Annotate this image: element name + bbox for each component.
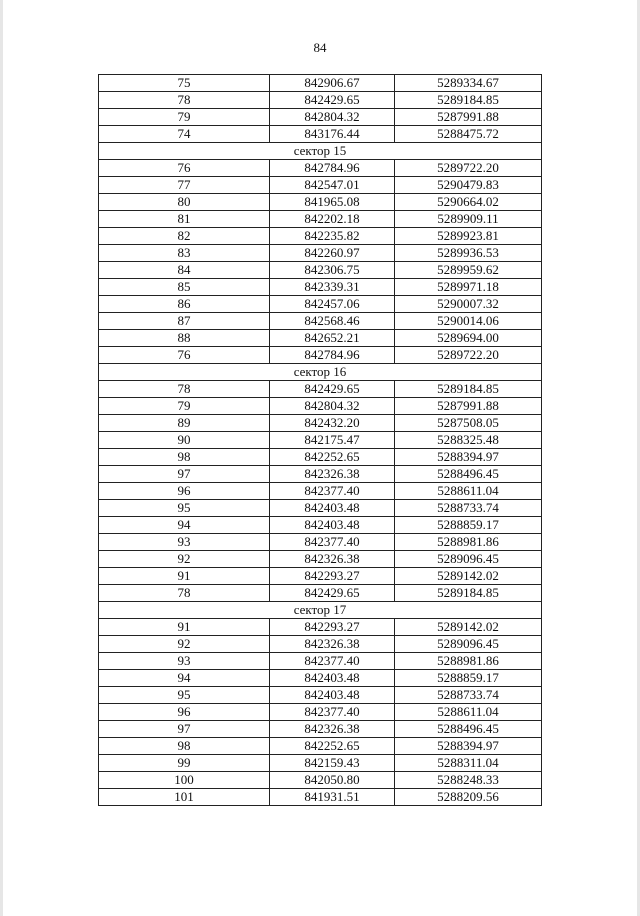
x-coordinate-cell: 842377.40 xyxy=(270,653,395,670)
y-coordinate-cell: 5290664.02 xyxy=(395,194,542,211)
x-coordinate-cell: 842235.82 xyxy=(270,228,395,245)
y-coordinate-cell: 5289096.45 xyxy=(395,636,542,653)
y-coordinate-cell: 5290014.06 xyxy=(395,313,542,330)
page-number: 84 xyxy=(313,40,327,55)
sector-header-row xyxy=(99,143,542,160)
point-number-cell: 93 xyxy=(99,534,270,551)
y-coordinate-cell: 5288733.74 xyxy=(395,500,542,517)
x-coordinate-cell: 842906.67 xyxy=(270,75,395,92)
table-row xyxy=(99,211,542,228)
y-coordinate-cell: 5287991.88 xyxy=(395,109,542,126)
table-row xyxy=(99,398,542,415)
y-coordinate-cell: 5289722.20 xyxy=(395,160,542,177)
table-row xyxy=(99,381,542,398)
table-row xyxy=(99,755,542,772)
x-coordinate-cell: 842293.27 xyxy=(270,619,395,636)
point-number-cell: 100 xyxy=(99,772,270,789)
x-coordinate-cell: 842403.48 xyxy=(270,670,395,687)
point-number-cell: 77 xyxy=(99,177,270,194)
table-row xyxy=(99,568,542,585)
y-coordinate-cell: 5288611.04 xyxy=(395,483,542,500)
sector-title: сектор 15 xyxy=(99,143,542,160)
point-number-cell: 75 xyxy=(99,75,270,92)
x-coordinate-cell: 842652.21 xyxy=(270,330,395,347)
x-coordinate-cell: 842804.32 xyxy=(270,109,395,126)
table-row xyxy=(99,160,542,177)
point-number-cell: 78 xyxy=(99,381,270,398)
point-number-cell: 74 xyxy=(99,126,270,143)
table-row xyxy=(99,585,542,602)
sector-title: сектор 16 xyxy=(99,364,542,381)
y-coordinate-cell: 5288311.04 xyxy=(395,755,542,772)
y-coordinate-cell: 5290479.83 xyxy=(395,177,542,194)
table-row xyxy=(99,534,542,551)
table-row xyxy=(99,517,542,534)
y-coordinate-cell: 5288475.72 xyxy=(395,126,542,143)
y-coordinate-cell: 5289184.85 xyxy=(395,585,542,602)
table-row xyxy=(99,228,542,245)
x-coordinate-cell: 842326.38 xyxy=(270,721,395,738)
table-row xyxy=(99,636,542,653)
x-coordinate-cell: 842547.01 xyxy=(270,177,395,194)
point-number-cell: 94 xyxy=(99,670,270,687)
sector-title: сектор 17 xyxy=(99,602,542,619)
sector-header-row xyxy=(99,364,542,381)
table-row xyxy=(99,92,542,109)
point-number-cell: 97 xyxy=(99,721,270,738)
y-coordinate-cell: 5288859.17 xyxy=(395,670,542,687)
y-coordinate-cell: 5288981.86 xyxy=(395,653,542,670)
table-row xyxy=(99,449,542,466)
coordinates-table xyxy=(98,74,542,806)
y-coordinate-cell: 5288209.56 xyxy=(395,789,542,806)
y-coordinate-cell: 5289971.18 xyxy=(395,279,542,296)
table-row xyxy=(99,704,542,721)
point-number-cell: 99 xyxy=(99,755,270,772)
x-coordinate-cell: 842252.65 xyxy=(270,738,395,755)
x-coordinate-cell: 842403.48 xyxy=(270,500,395,517)
x-coordinate-cell: 842377.40 xyxy=(270,704,395,721)
y-coordinate-cell: 5289694.00 xyxy=(395,330,542,347)
coordinates-table-body xyxy=(99,75,542,806)
point-number-cell: 83 xyxy=(99,245,270,262)
table-row xyxy=(99,262,542,279)
x-coordinate-cell: 842202.18 xyxy=(270,211,395,228)
point-number-cell: 80 xyxy=(99,194,270,211)
point-number-cell: 84 xyxy=(99,262,270,279)
point-number-cell: 76 xyxy=(99,347,270,364)
y-coordinate-cell: 5289184.85 xyxy=(395,92,542,109)
table-row xyxy=(99,415,542,432)
table-row xyxy=(99,721,542,738)
table-row xyxy=(99,500,542,517)
point-number-cell: 85 xyxy=(99,279,270,296)
table-row xyxy=(99,245,542,262)
x-coordinate-cell: 842429.65 xyxy=(270,92,395,109)
x-coordinate-cell: 842377.40 xyxy=(270,483,395,500)
y-coordinate-cell: 5290007.32 xyxy=(395,296,542,313)
y-coordinate-cell: 5289142.02 xyxy=(395,568,542,585)
point-number-cell: 96 xyxy=(99,483,270,500)
x-coordinate-cell: 842306.75 xyxy=(270,262,395,279)
table-row xyxy=(99,483,542,500)
y-coordinate-cell: 5288496.45 xyxy=(395,466,542,483)
y-coordinate-cell: 5288733.74 xyxy=(395,687,542,704)
table-row xyxy=(99,432,542,449)
table-row xyxy=(99,109,542,126)
x-coordinate-cell: 842159.43 xyxy=(270,755,395,772)
x-coordinate-cell: 841965.08 xyxy=(270,194,395,211)
point-number-cell: 87 xyxy=(99,313,270,330)
point-number-cell: 89 xyxy=(99,415,270,432)
point-number-cell: 78 xyxy=(99,585,270,602)
y-coordinate-cell: 5288611.04 xyxy=(395,704,542,721)
y-coordinate-cell: 5288394.97 xyxy=(395,738,542,755)
point-number-cell: 93 xyxy=(99,653,270,670)
x-coordinate-cell: 841931.51 xyxy=(270,789,395,806)
point-number-cell: 78 xyxy=(99,92,270,109)
x-coordinate-cell: 842432.20 xyxy=(270,415,395,432)
x-coordinate-cell: 842252.65 xyxy=(270,449,395,466)
table-row xyxy=(99,466,542,483)
x-coordinate-cell: 842457.06 xyxy=(270,296,395,313)
x-coordinate-cell: 842804.32 xyxy=(270,398,395,415)
y-coordinate-cell: 5288394.97 xyxy=(395,449,542,466)
table-row xyxy=(99,772,542,789)
x-coordinate-cell: 843176.44 xyxy=(270,126,395,143)
y-coordinate-cell: 5289096.45 xyxy=(395,551,542,568)
y-coordinate-cell: 5289909.11 xyxy=(395,211,542,228)
scan-edge-left xyxy=(0,0,3,916)
table-row xyxy=(99,653,542,670)
y-coordinate-cell: 5287991.88 xyxy=(395,398,542,415)
table-row xyxy=(99,670,542,687)
table-row xyxy=(99,194,542,211)
x-coordinate-cell: 842403.48 xyxy=(270,517,395,534)
x-coordinate-cell: 842293.27 xyxy=(270,568,395,585)
point-number-cell: 81 xyxy=(99,211,270,228)
y-coordinate-cell: 5288981.86 xyxy=(395,534,542,551)
point-number-cell: 98 xyxy=(99,738,270,755)
point-number-cell: 91 xyxy=(99,568,270,585)
x-coordinate-cell: 842050.80 xyxy=(270,772,395,789)
point-number-cell: 82 xyxy=(99,228,270,245)
x-coordinate-cell: 842568.46 xyxy=(270,313,395,330)
y-coordinate-cell: 5288325.48 xyxy=(395,432,542,449)
point-number-cell: 96 xyxy=(99,704,270,721)
point-number-cell: 76 xyxy=(99,160,270,177)
table-row xyxy=(99,75,542,92)
point-number-cell: 97 xyxy=(99,466,270,483)
point-number-cell: 101 xyxy=(99,789,270,806)
y-coordinate-cell: 5289142.02 xyxy=(395,619,542,636)
point-number-cell: 86 xyxy=(99,296,270,313)
point-number-cell: 91 xyxy=(99,619,270,636)
point-number-cell: 95 xyxy=(99,500,270,517)
x-coordinate-cell: 842429.65 xyxy=(270,585,395,602)
table-row xyxy=(99,296,542,313)
sector-header-row xyxy=(99,602,542,619)
table-row xyxy=(99,330,542,347)
x-coordinate-cell: 842784.96 xyxy=(270,160,395,177)
x-coordinate-cell: 842260.97 xyxy=(270,245,395,262)
point-number-cell: 94 xyxy=(99,517,270,534)
y-coordinate-cell: 5289334.67 xyxy=(395,75,542,92)
table-row xyxy=(99,126,542,143)
x-coordinate-cell: 842326.38 xyxy=(270,466,395,483)
y-coordinate-cell: 5289923.81 xyxy=(395,228,542,245)
point-number-cell: 79 xyxy=(99,398,270,415)
table-row xyxy=(99,177,542,194)
y-coordinate-cell: 5287508.05 xyxy=(395,415,542,432)
x-coordinate-cell: 842339.31 xyxy=(270,279,395,296)
y-coordinate-cell: 5288248.33 xyxy=(395,772,542,789)
y-coordinate-cell: 5288496.45 xyxy=(395,721,542,738)
table-row xyxy=(99,789,542,806)
x-coordinate-cell: 842403.48 xyxy=(270,687,395,704)
table-row xyxy=(99,347,542,364)
table-row xyxy=(99,738,542,755)
x-coordinate-cell: 842326.38 xyxy=(270,551,395,568)
table-row xyxy=(99,619,542,636)
table-row xyxy=(99,313,542,330)
y-coordinate-cell: 5289959.62 xyxy=(395,262,542,279)
table-row xyxy=(99,279,542,296)
x-coordinate-cell: 842784.96 xyxy=(270,347,395,364)
y-coordinate-cell: 5289184.85 xyxy=(395,381,542,398)
x-coordinate-cell: 842429.65 xyxy=(270,381,395,398)
y-coordinate-cell: 5289936.53 xyxy=(395,245,542,262)
x-coordinate-cell: 842377.40 xyxy=(270,534,395,551)
point-number-cell: 92 xyxy=(99,636,270,653)
table-row xyxy=(99,687,542,704)
point-number-cell: 92 xyxy=(99,551,270,568)
point-number-cell: 88 xyxy=(99,330,270,347)
point-number-cell: 79 xyxy=(99,109,270,126)
table-row xyxy=(99,551,542,568)
x-coordinate-cell: 842326.38 xyxy=(270,636,395,653)
y-coordinate-cell: 5288859.17 xyxy=(395,517,542,534)
point-number-cell: 90 xyxy=(99,432,270,449)
point-number-cell: 98 xyxy=(99,449,270,466)
y-coordinate-cell: 5289722.20 xyxy=(395,347,542,364)
x-coordinate-cell: 842175.47 xyxy=(270,432,395,449)
point-number-cell: 95 xyxy=(99,687,270,704)
